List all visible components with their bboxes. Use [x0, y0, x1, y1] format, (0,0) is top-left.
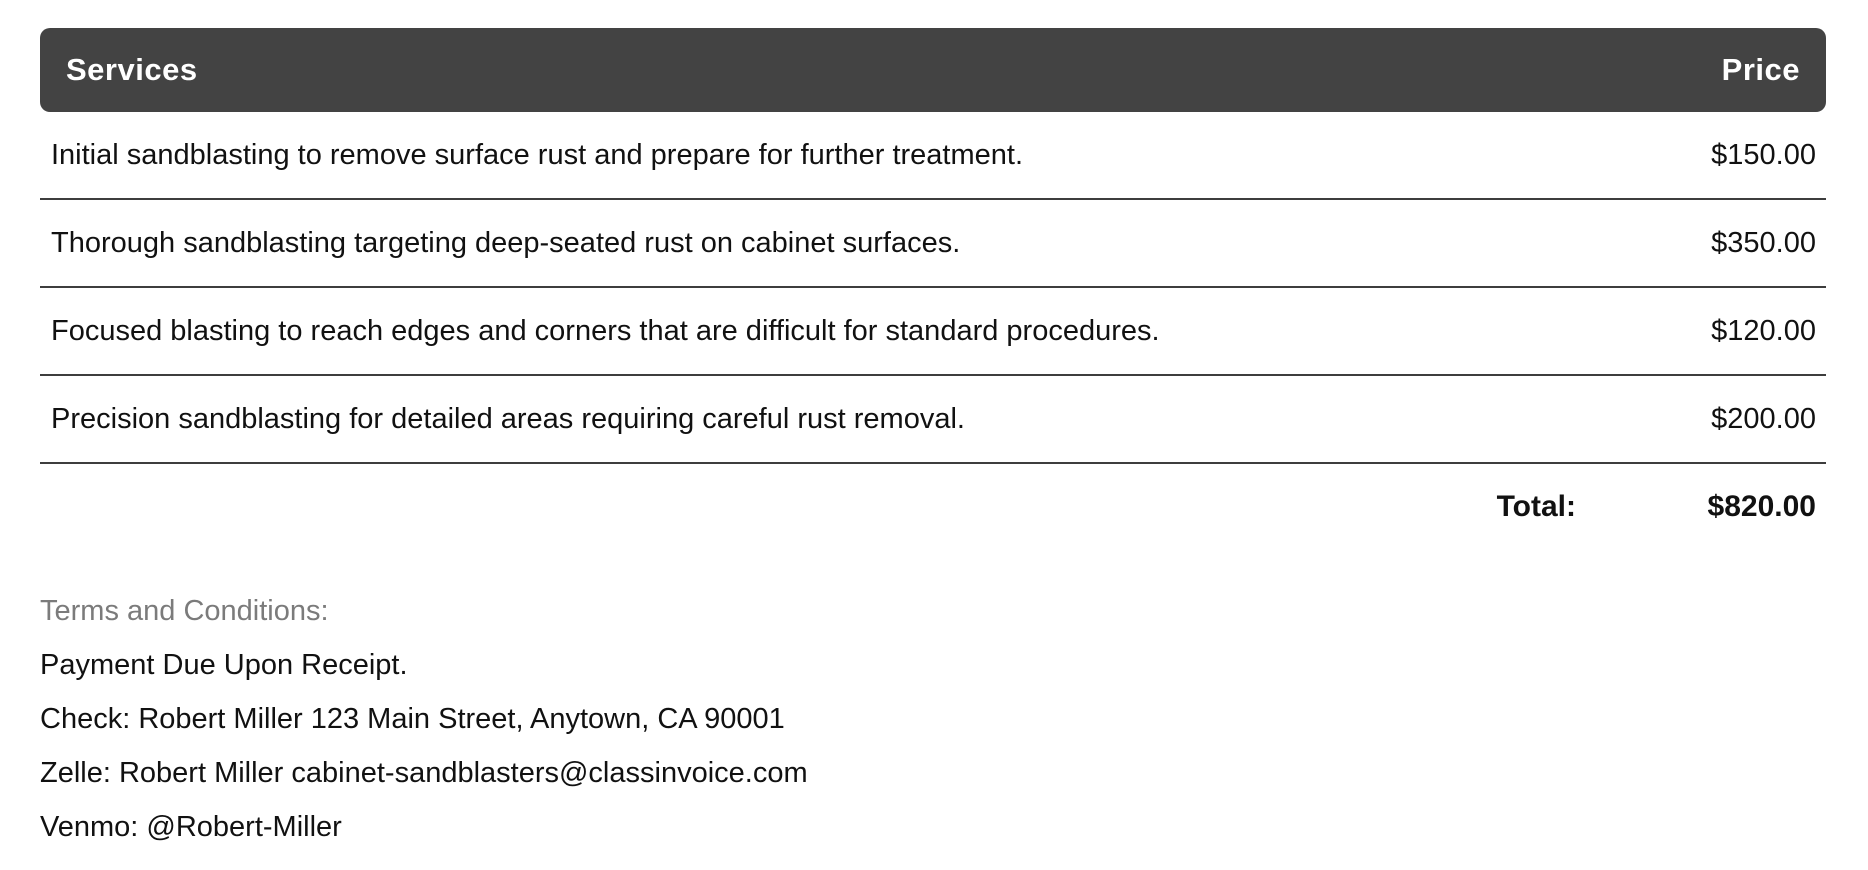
- table-row: [40, 200, 1826, 288]
- terms-heading: Terms and Conditions:: [40, 595, 329, 627]
- table-row: [40, 376, 1826, 464]
- terms-line-payment: Payment Due Upon Receipt.: [40, 649, 408, 681]
- total-label: Total:: [1496, 490, 1576, 523]
- table-header-row: [40, 28, 1826, 112]
- terms-line-venmo: Venmo: @Robert-Miller: [40, 811, 342, 843]
- service-description: Precision sandblasting for detailed areas requiring careful rust removal.: [51, 402, 965, 435]
- services-table: [40, 28, 1826, 550]
- service-description: Thorough sandblasting targeting deep-seated rust on cabinet surfaces.: [51, 226, 961, 259]
- terms-line-check: Check: Robert Miller 123 Main Street, Anytown, CA 90001: [40, 703, 785, 735]
- total-value: $820.00: [1707, 490, 1816, 523]
- table-row: [40, 112, 1826, 200]
- price-column-header: Price: [1721, 52, 1800, 87]
- service-price: $120.00: [1711, 314, 1816, 347]
- service-price: $200.00: [1711, 402, 1816, 435]
- service-description: Initial sandblasting to remove surface rust and prepare for further treatment.: [51, 138, 1023, 171]
- services-column-header: Services: [66, 52, 198, 87]
- terms-section: [40, 584, 1826, 854]
- service-price: $150.00: [1711, 138, 1816, 171]
- table-row: [40, 288, 1826, 376]
- service-price: $350.00: [1711, 226, 1816, 259]
- terms-line-zelle: Zelle: Robert Miller cabinet-sandblasters@classinvoice.com: [40, 757, 808, 789]
- total-row: [40, 464, 1826, 550]
- service-description: Focused blasting to reach edges and corners that are difficult for standard procedures.: [51, 314, 1160, 347]
